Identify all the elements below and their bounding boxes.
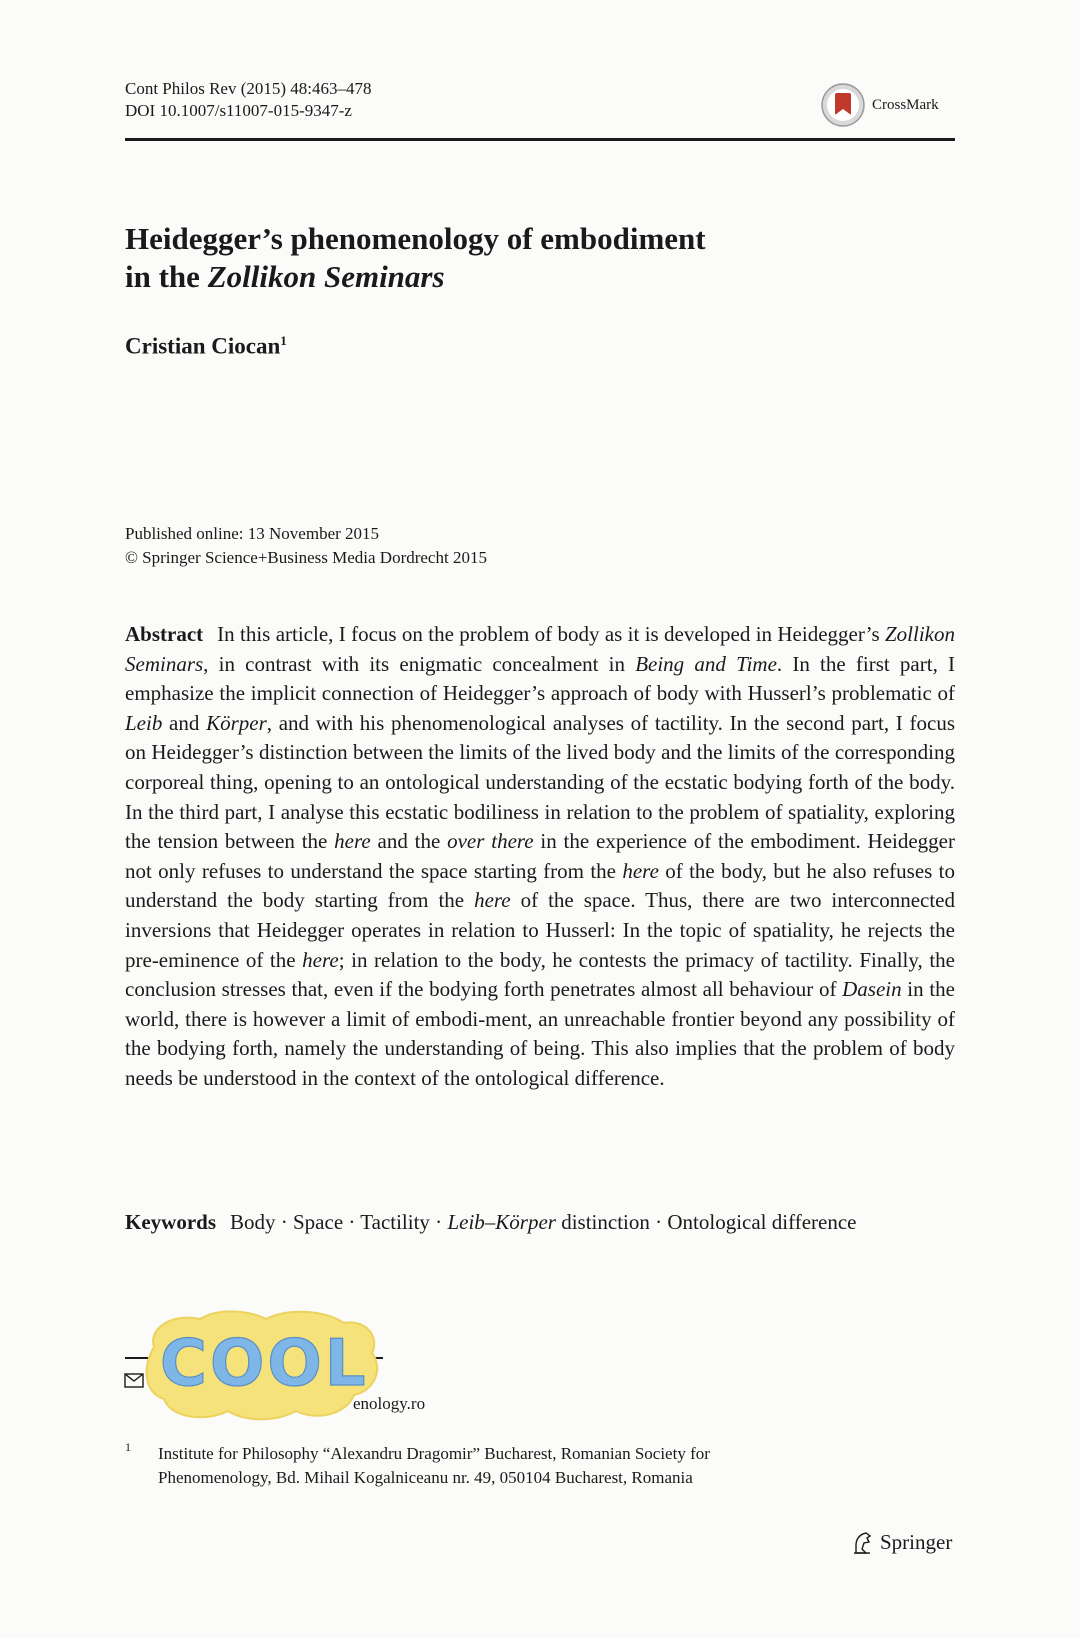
springer-label: Springer — [880, 1530, 953, 1554]
crossmark-icon — [820, 82, 866, 128]
copyright: © Springer Science+Business Media Dordrecht 2015 — [125, 548, 487, 567]
sticker-text: COOL — [160, 1327, 369, 1401]
abstract-body-segment: of the body, but he also refuses to understand the body starting from the — [125, 858, 956, 913]
journal-info — [125, 78, 372, 122]
abstract-label: Abstract — [125, 622, 204, 646]
keywords-body-segment: Body · Space · Tactility · — [230, 1210, 448, 1234]
abstract-body-segment: Zollikon Seminars — [125, 622, 955, 676]
doi[interactable]: DOI 10.1007/s11007-015-9347-z — [125, 101, 352, 120]
abstract — [125, 620, 955, 1094]
abstract-body-segment: In this article, I focus on the problem of body as it is developed in Heidegger’s — [217, 622, 885, 646]
keywords-body-segment: distinction · Ontological difference — [555, 1210, 857, 1234]
abstract-body-segment: of the space. Thus, there are two interconnected inversions that Heidegger operates in relation to Husserl: In the topic of spatiality, he rejects the pre-eminence of the — [125, 888, 956, 972]
abstract-body-segment: here — [622, 858, 659, 883]
abstract-body-segment: and — [162, 710, 207, 735]
abstract-body-segment: . In the first part, I emphasize the implicit connection of Heidegger’s approach of body with Husserl’s problematic of — [125, 651, 956, 706]
author-email[interactable]: enology.ro — [353, 1394, 426, 1413]
publication-info — [125, 522, 487, 570]
abstract-body-segment: here — [302, 947, 339, 972]
published-online: Published online: 13 November 2015 — [125, 524, 380, 543]
abstract-body-segment: ; in relation to the body, he contests the primacy of tactility. Finally, the conclusion stresses that, even if the bodying forth penetrates almost all behaviour of — [125, 947, 955, 1002]
title-line-1: Heidegger’s phenomenology of embodiment — [125, 221, 706, 256]
abstract-body-segment: in the experience of the embodiment. Heidegger not only refuses to understand the space starting from the — [125, 829, 956, 883]
keywords-body-segment: Leib–Körper — [447, 1210, 556, 1234]
abstract-body-segment: Dasein — [842, 977, 902, 1002]
author-affiliation-marker: 1 — [280, 333, 287, 348]
abstract-body-segment: here — [334, 829, 371, 854]
abstract-body-segment: here — [474, 888, 511, 913]
article-title — [125, 220, 955, 296]
affiliation-line-1: Institute for Philosophy “Alexandru Dragomir” Bucharest, Romanian Society for — [158, 1444, 710, 1463]
title-line-2: in the Zollikon Seminars — [125, 259, 445, 294]
affiliation-number: 1 — [125, 1440, 131, 1454]
abstract-body-segment: and the — [370, 829, 448, 854]
header-rule — [125, 138, 955, 141]
abstract-body-segment: Being and Time — [635, 651, 777, 676]
cool-sticker — [140, 1305, 380, 1428]
affiliation-line-2: Phenomenology, Bd. Mihail Kogalniceanu nr. 49, 050104 Bucharest, Romania — [158, 1468, 693, 1487]
springer-logo — [852, 1530, 952, 1555]
abstract-body-segment: , in contrast with its enigmatic concealment in — [203, 651, 636, 676]
keywords-label: Keywords — [125, 1210, 216, 1234]
crossmark-badge[interactable] — [820, 82, 939, 128]
journal-citation: Cont Philos Rev (2015) 48:463–478 — [125, 79, 372, 98]
abstract-body-segment: , and with his phenomenological analyses of tactility. In the second part, I focus on Heidegger’s distinction between the limits of the lived body and the limits of the corresponding corporeal thing, opening to an ontological understanding of the ecstatic bodying forth of the body. In the third part, I analyse this ecstatic bodiliness in relation to the problem of spatiality, exploring the tension between the — [125, 710, 955, 854]
springer-horse-icon — [852, 1531, 874, 1555]
author-name: Cristian Ciocan — [125, 333, 281, 359]
author — [125, 333, 287, 360]
keywords-body — [230, 1210, 856, 1234]
affiliation — [158, 1442, 948, 1490]
abstract-body-segment: over there — [447, 829, 534, 854]
abstract-body-segment: Körper — [206, 710, 267, 735]
abstract-body — [125, 622, 955, 1090]
abstract-body-segment: Leib — [125, 710, 163, 735]
abstract-body-segment: in the world, there is however a limit of embodi-ment, an unreachable frontier beyond any possibility of the bodying forth, namely the understanding of being. This also implies that the problem of body needs be understood in the context of the ontological difference. — [125, 977, 955, 1090]
keywords — [125, 1208, 955, 1237]
title-italic: Zollikon Seminars — [207, 259, 445, 294]
crossmark-label: CrossMark — [872, 96, 939, 113]
